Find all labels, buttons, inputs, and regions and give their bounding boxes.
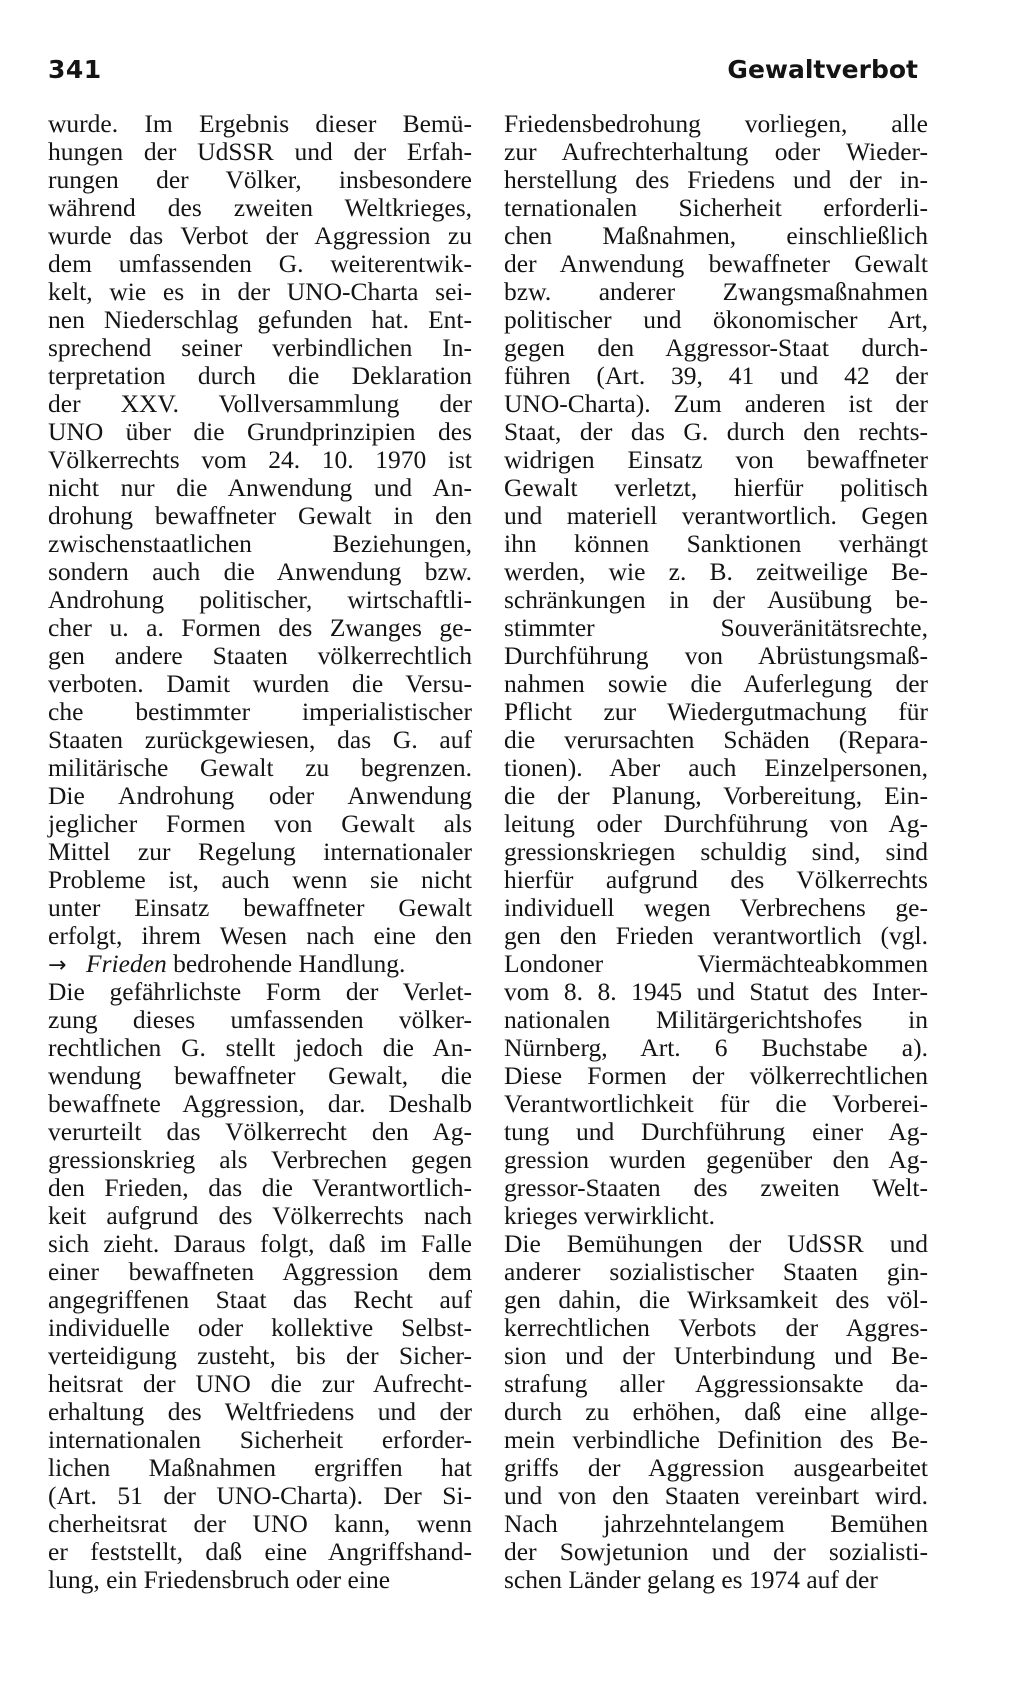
text-line: UNO-Charta). Zum anderen ist der (504, 389, 928, 418)
text-line: Durchführung von Abrüstungsmaß- (504, 641, 928, 670)
text-line: lichen Maßnahmen ergriffen hat (48, 1453, 472, 1482)
text-line: jeglicher Formen von Gewalt als (48, 809, 472, 838)
text-line: zur Aufrechterhaltung oder Wieder- (504, 137, 928, 166)
text-line: wurde das Verbot der Aggression zu (48, 221, 472, 250)
text-line: tung und Durchführung einer Ag- (504, 1117, 928, 1146)
text-line: individuelle oder kollektive Selbst- (48, 1313, 472, 1342)
text-line: chen Maßnahmen, einschließlich (504, 221, 928, 250)
text-line: Die Androhung oder Anwendung (48, 781, 472, 810)
text-line: heitsrat der UNO die zur Aufrecht- (48, 1369, 472, 1398)
text-line: gression wurden gegenüber den Ag- (504, 1145, 928, 1174)
text-line: sion und der Unterbindung und Be- (504, 1341, 928, 1370)
text-line: nahmen sowie die Auferlegung der (504, 669, 928, 698)
text-line: zung dieses umfassenden völker- (48, 1005, 472, 1034)
text-line: er feststellt, daß eine Angriffshand- (48, 1537, 472, 1566)
text-line: rechtlichen G. stellt jedoch die An- (48, 1033, 472, 1062)
text-line: sich zieht. Daraus folgt, daß im Falle (48, 1229, 472, 1258)
text-line: ternationalen Sicherheit erforderli- (504, 193, 928, 222)
text-line: Probleme ist, auch wenn sie nicht (48, 865, 472, 894)
cross-reference-line (48, 950, 472, 978)
text-line: strafung aller Aggressionsakte da- (504, 1369, 928, 1398)
left-text-column (48, 110, 472, 1594)
text-line: Pflicht zur Wiedergutmachung für (504, 697, 928, 726)
text-line: und materiell verantwortlich. Gegen (504, 501, 928, 530)
text-line: die der Planung, Vorbereitung, Ein- (504, 781, 928, 810)
right-text-column (504, 110, 928, 1594)
text-line: durch zu erhöhen, daß eine allge- (504, 1397, 928, 1426)
text-line: bewaffnete Aggression, dar. Deshalb (48, 1089, 472, 1118)
text-line: mein verbindliche Definition des Be- (504, 1425, 928, 1454)
text-line: Die gefährlichste Form der Verlet- (48, 977, 472, 1006)
text-line: Mittel zur Regelung internationaler (48, 837, 472, 866)
text-line: der Sowjetunion und der sozialisti- (504, 1537, 928, 1566)
page-number: 341 (48, 55, 102, 84)
text-line: den Frieden, das die Verantwortlich- (48, 1173, 472, 1202)
text-line: anderer sozialistischer Staaten gin- (504, 1257, 928, 1286)
text-line: che bestimmter imperialistischer (48, 697, 472, 726)
text-line: nicht nur die Anwendung und An- (48, 473, 472, 502)
text-line: kelt, wie es in der UNO-Charta sei- (48, 277, 472, 306)
text-line: während des zweiten Weltkrieges, (48, 193, 472, 222)
text-line: Londoner Viermächteabkommen (504, 949, 928, 978)
text-line: stimmter Souveränitätsrechte, (504, 613, 928, 642)
text-line: gen andere Staaten völkerrechtlich (48, 641, 472, 670)
text-line: leitung oder Durchführung von Ag- (504, 809, 928, 838)
text-line: gen den Frieden verantwortlich (vgl. (504, 921, 928, 950)
text-line: Die Bemühungen der UdSSR und (504, 1229, 928, 1258)
text-line: sondern auch die Anwendung bzw. (48, 557, 472, 586)
text-line: Friedensbedrohung vorliegen, alle (504, 109, 928, 138)
arrow-icon: → (48, 953, 67, 978)
text-line: gressor-Staaten des zweiten Welt- (504, 1173, 928, 1202)
text-line: angegriffenen Staat das Recht auf (48, 1285, 472, 1314)
text-line: krieges verwirklicht. (504, 1201, 716, 1230)
text-line: verteidigung zusteht, bis der Sicher- (48, 1341, 472, 1370)
text-line: keit aufgrund des Völkerrechts nach (48, 1201, 472, 1230)
text-line: gen dahin, die Wirksamkeit des völ- (504, 1285, 928, 1314)
text-line: schränkungen in der Ausübung be- (504, 585, 928, 614)
text-line: und von den Staaten vereinbart wird. (504, 1481, 928, 1510)
text-line: verboten. Damit wurden die Versu- (48, 669, 472, 698)
text-line: herstellung des Friedens und der in- (504, 165, 928, 194)
text-line: politischer und ökonomischer Art, (504, 305, 928, 334)
text-line: griffs der Aggression ausgearbeitet (504, 1453, 928, 1482)
text-line: internationalen Sicherheit erforder- (48, 1425, 472, 1454)
text-line: Staaten zurückgewiesen, das G. auf (48, 725, 472, 754)
page-header (48, 55, 918, 95)
text-line: nen Niederschlag gefunden hat. Ent- (48, 305, 472, 334)
text-line: nationalen Militärgerichtshofes in (504, 1005, 928, 1034)
text-line: sprechend seiner verbindlichen In- (48, 333, 472, 362)
text-line: Gewalt verletzt, hierfür politisch (504, 473, 928, 502)
text-line: wendung bewaffneter Gewalt, die (48, 1061, 472, 1090)
text-line: zwischenstaatlichen Beziehungen, (48, 529, 472, 558)
text-line: erhaltung des Weltfriedens und der (48, 1397, 472, 1426)
text-line: wurde. Im Ergebnis dieser Bemü- (48, 109, 472, 138)
text-line: hungen der UdSSR und der Erfah- (48, 137, 472, 166)
text-line: die verursachten Schäden (Repara- (504, 725, 928, 754)
text-line: Androhung politischer, wirtschaftli- (48, 585, 472, 614)
text-line: tionen). Aber auch Einzelpersonen, (504, 753, 928, 782)
text-line: einer bewaffneten Aggression dem (48, 1257, 472, 1286)
cross-reference-term[interactable]: Frieden (86, 949, 167, 978)
text-line: Nach jahrzehntelangem Bemühen (504, 1509, 928, 1538)
text-line: erfolgt, ihrem Wesen nach eine den (48, 921, 472, 950)
text-line: schen Länder gelang es 1974 auf der (504, 1565, 878, 1594)
text-line: gressionskriegen schuldig sind, sind (504, 837, 928, 866)
text-line: dem umfassenden G. weiterentwik- (48, 249, 472, 278)
text-line: hierfür aufgrund des Völkerrechts (504, 865, 928, 894)
text-line: cher u. a. Formen des Zwanges ge- (48, 613, 472, 642)
text-line: der Anwendung bewaffneter Gewalt (504, 249, 928, 278)
text-line: bzw. anderer Zwangsmaßnahmen (504, 277, 928, 306)
text-line: (Art. 51 der UNO-Charta). Der Si- (48, 1481, 472, 1510)
text-line: Nürnberg, Art. 6 Buchstabe a). (504, 1033, 928, 1062)
text-line: werden, wie z. B. zeitweilige Be- (504, 557, 928, 586)
text-line: verurteilt das Völkerrecht den Ag- (48, 1117, 472, 1146)
text-line: Verantwortlichkeit für die Vorberei- (504, 1089, 928, 1118)
text-line: gressionskrieg als Verbrechen gegen (48, 1145, 472, 1174)
text-line: kerrechtlichen Verbots der Aggres- (504, 1313, 928, 1342)
text-line: unter Einsatz bewaffneter Gewalt (48, 893, 472, 922)
text-line: der XXV. Vollversammlung der (48, 389, 472, 418)
text-line: individuell wegen Verbrechens ge- (504, 893, 928, 922)
cross-reference-rest: bedrohende Handlung. (166, 949, 406, 978)
text-line: rungen der Völker, insbesondere (48, 165, 472, 194)
text-line: UNO über die Grundprinzipien des (48, 417, 472, 446)
text-line: cherheitsrat der UNO kann, wenn (48, 1509, 472, 1538)
text-line: drohung bewaffneter Gewalt in den (48, 501, 472, 530)
text-line: militärische Gewalt zu begrenzen. (48, 753, 472, 782)
running-head: Gewaltverbot (727, 55, 918, 84)
text-line: Staat, der das G. durch den rechts- (504, 417, 928, 446)
text-line: führen (Art. 39, 41 und 42 der (504, 361, 928, 390)
text-line: gegen den Aggressor-Staat durch- (504, 333, 928, 362)
text-line: Völkerrechts vom 24. 10. 1970 ist (48, 445, 472, 474)
text-line: vom 8. 8. 1945 und Statut des Inter- (504, 977, 928, 1006)
text-line: widrigen Einsatz von bewaffneter (504, 445, 928, 474)
text-line: ihn können Sanktionen verhängt (504, 529, 928, 558)
text-line: lung, ein Friedensbruch oder eine (48, 1565, 391, 1594)
text-line: terpretation durch die Deklaration (48, 361, 472, 390)
text-line: Diese Formen der völkerrechtlichen (504, 1061, 928, 1090)
